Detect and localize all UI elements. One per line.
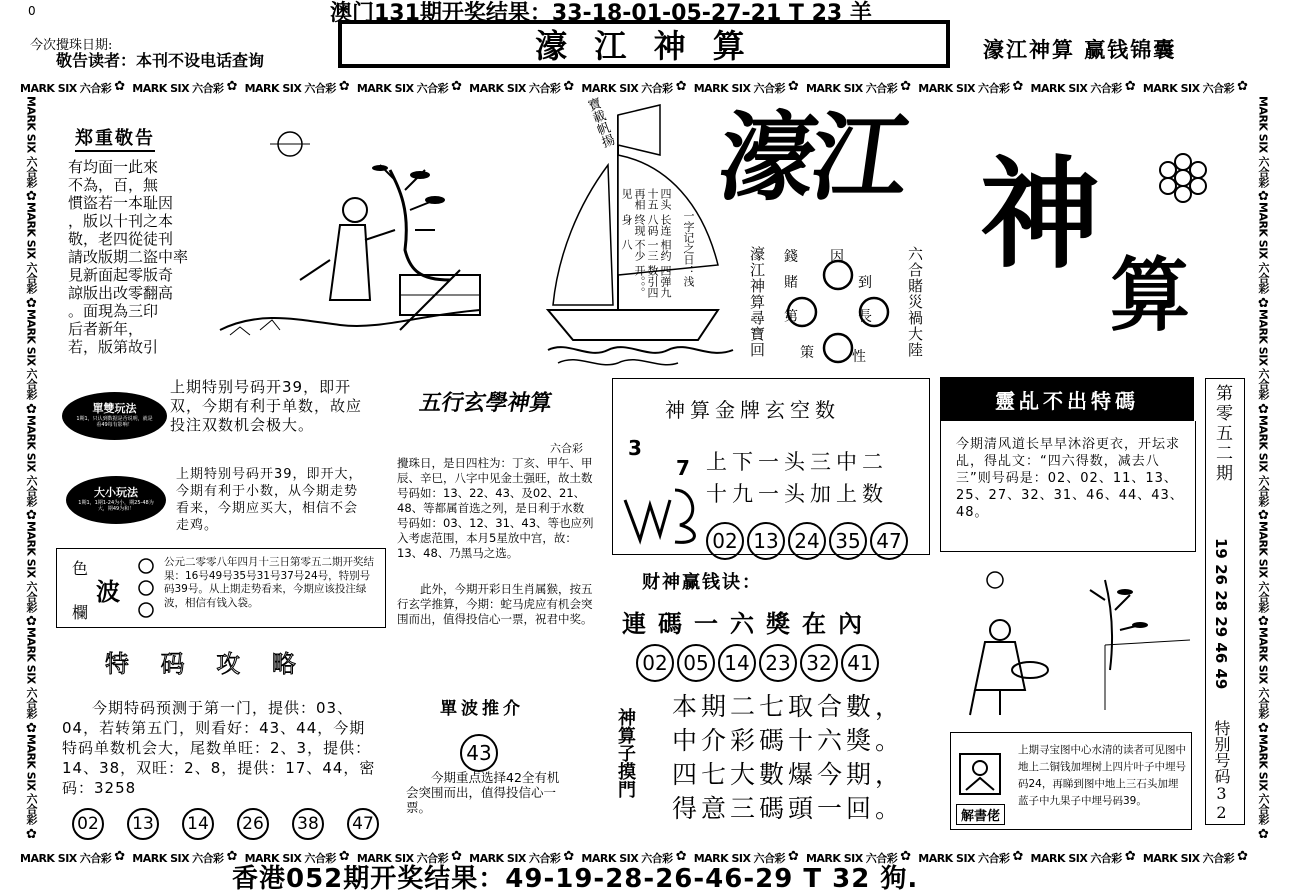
- ring-char: 因: [830, 249, 844, 265]
- border-item: [1031, 80, 1137, 96]
- flower-icon: [1257, 509, 1269, 521]
- border-item: [23, 521, 39, 627]
- border-item-cn: 六合彩: [1202, 82, 1235, 95]
- border-item: [20, 80, 126, 96]
- border-item-cn: 六合彩: [25, 155, 38, 188]
- top-border-strip: [20, 80, 1278, 96]
- flower-icon: [114, 82, 126, 94]
- border-item-marksix: MARK SIX: [24, 414, 38, 472]
- border-item-cn: 六合彩: [641, 82, 673, 95]
- border-item-marksix: MARK SIX: [1256, 96, 1270, 153]
- border-item: [23, 627, 39, 733]
- notice-line: 諒版出改零翻高: [68, 284, 174, 302]
- danshuang-oval-title: 單雙玩法: [92, 402, 137, 415]
- number-ball: 47: [870, 522, 908, 560]
- xuankong-line2: 十九一头加上数: [706, 482, 888, 506]
- ring-char: 賭: [784, 275, 798, 291]
- sebo-char-1: 色: [72, 559, 89, 578]
- verse-left: 濠江神算尋寶回: [748, 246, 766, 358]
- border-item-marksix: MARK SIX: [132, 851, 190, 865]
- flower-icon: [1237, 852, 1249, 864]
- xuankong-hand2: 7: [676, 456, 690, 480]
- poem-line: 本期二七取合數，: [672, 692, 905, 721]
- sail-line: 长连八码终现身: [620, 213, 672, 236]
- border-item-marksix: MARK SIX: [24, 202, 38, 260]
- border-item-cn: 六合彩: [1257, 474, 1270, 507]
- ring-char: 策: [800, 345, 814, 361]
- sebo-text: 公元二零零八年四月十三日第零五二期开奖结果：16号49号35号31号37号24号，特别号码39号。从上期走势看来，今期应该投注绿波，相信有钱入袋。: [164, 556, 374, 609]
- border-item: [357, 80, 463, 96]
- danshuang-oval-sub: 1期1，只认到数据是否说明，就是看49每有影响！: [76, 416, 153, 428]
- daxiao-oval-title: 大小玩法: [94, 486, 138, 499]
- boat-flag-text: 寶載帆揚: [583, 96, 616, 150]
- border-item-marksix: MARK SIX: [1142, 81, 1200, 95]
- border-item-marksix: MARK SIX: [581, 851, 639, 865]
- daxiao-oval: [66, 476, 166, 524]
- border-item-marksix: MARK SIX: [356, 851, 414, 865]
- flower-icon: [676, 82, 688, 94]
- border-item-cn: 六合彩: [1257, 262, 1270, 294]
- daxiao-oval-sub: 1期1，1期1-24为小，期25-48为大，期49为和！: [78, 500, 154, 512]
- border-item-cn: 六合彩: [753, 82, 785, 95]
- flower-icon: [1257, 722, 1269, 734]
- danshuang-oval: [62, 392, 167, 440]
- sebo-char-3: 欄: [72, 603, 89, 622]
- border-item-cn: 六合彩: [865, 82, 898, 95]
- border-item-marksix: MARK SIX: [20, 851, 77, 865]
- border-item: [132, 850, 238, 866]
- border-item-marksix: MARK SIX: [244, 851, 302, 865]
- border-item-cn: 六合彩: [1090, 82, 1122, 95]
- number-ball: 41: [841, 644, 879, 682]
- border-item-cn: 六合彩: [1090, 852, 1122, 865]
- macau-result-headline: 澳门131期开奖结果：33-18-01-05-27-21 T 23 羊: [330, 1, 872, 26]
- flower-icon: [25, 509, 37, 521]
- border-item-cn: 六合彩: [978, 852, 1010, 865]
- number-ball: 32: [800, 644, 838, 682]
- flower-icon: [1257, 615, 1269, 627]
- border-item: [694, 80, 800, 96]
- border-item: [918, 850, 1024, 866]
- border-item-marksix: MARK SIX: [1142, 851, 1200, 865]
- border-item-cn: 六合彩: [25, 687, 38, 719]
- number-ball: 05: [677, 644, 715, 682]
- border-item-cn: 六合彩: [25, 793, 38, 825]
- notice-line: 請改版期二盜中率: [68, 248, 189, 266]
- border-item-marksix: MARK SIX: [132, 81, 190, 95]
- border-item-cn: 六合彩: [1257, 687, 1270, 719]
- notice-line: 敬，老四從徒刊: [68, 230, 174, 248]
- ring-char: 性: [852, 349, 866, 365]
- border-item-cn: 六合彩: [641, 852, 673, 865]
- xuankong-title: 神算金牌玄空数: [665, 398, 840, 422]
- border-item-marksix: MARK SIX: [356, 81, 414, 95]
- border-item-marksix: MARK SIX: [24, 733, 38, 791]
- border-item-marksix: MARK SIX: [1256, 414, 1270, 472]
- book-reader-icon: [958, 752, 1002, 796]
- verse-right: 六合賭災禍大陸: [906, 246, 924, 358]
- border-item-cn: 六合彩: [304, 82, 336, 95]
- border-item-marksix: MARK SIX: [1030, 81, 1088, 95]
- number-ball: 13: [127, 808, 159, 840]
- lingqian-title: 靈乩不出特碼: [940, 377, 1194, 421]
- border-item-marksix: MARK SIX: [1256, 308, 1270, 366]
- right-slogan: 濠江神算 赢钱锦囊: [983, 37, 1177, 62]
- flower-icon: [25, 190, 37, 202]
- sail-line: 相约一三不少八: [620, 239, 672, 262]
- caishen-line: 連碼一六獎在內: [622, 609, 874, 638]
- flower-icon: [339, 82, 351, 94]
- flower-icon: [25, 828, 37, 840]
- number-ball: 47: [347, 808, 379, 840]
- notice-body: [68, 158, 208, 356]
- border-item-cn: 六合彩: [978, 82, 1010, 95]
- border-item: [23, 96, 39, 202]
- border-item-marksix: MARK SIX: [581, 81, 639, 95]
- border-item-cn: 六合彩: [1202, 852, 1235, 865]
- qishu-label: 第零五二期: [1212, 384, 1232, 484]
- ring-char: 第: [784, 309, 798, 325]
- border-item: [23, 309, 39, 415]
- border-item-cn: 六合彩: [416, 82, 449, 95]
- border-item: [1143, 850, 1249, 866]
- ring-char: 到: [858, 275, 872, 291]
- border-item-marksix: MARK SIX: [1030, 851, 1088, 865]
- sail-line: 四头十五再相见: [620, 188, 672, 210]
- flower-icon: [451, 82, 463, 94]
- flower-icon: [1013, 852, 1025, 864]
- ring-char: 錢: [784, 249, 798, 265]
- temagonglue-text: 今期特码预测于第一门，提供：03、04，若转第五门，则看好：43、44，今期特码单数机会大，尾数单旺：2、3，提供：14、38，双旺：2、8，提供：17、44，密码：3258: [62, 699, 376, 797]
- notice-line: 。面現為三印: [68, 302, 159, 320]
- border-item-cn: 六合彩: [865, 852, 898, 865]
- ring-char: 長: [858, 309, 872, 325]
- border-item: [581, 80, 687, 96]
- flower-icon: [1237, 82, 1249, 94]
- number-ball: 02: [72, 808, 104, 840]
- number-ball: 02: [706, 522, 744, 560]
- border-item: [132, 80, 238, 96]
- qishu-tema: 特别号码32: [1212, 720, 1231, 822]
- border-item-marksix: MARK SIX: [244, 81, 302, 95]
- border-item-marksix: MARK SIX: [20, 81, 77, 95]
- border-item-marksix: MARK SIX: [1256, 202, 1270, 260]
- border-item-marksix: MARK SIX: [469, 851, 526, 865]
- border-item: [1255, 415, 1271, 521]
- border-item: [806, 80, 912, 96]
- number-ball: 14: [718, 644, 756, 682]
- flower-icon: [1125, 852, 1137, 864]
- danbo-text: 今期重点选择42全有机会突围而出，值得投信心一票。: [406, 770, 560, 815]
- border-item: [1143, 80, 1249, 96]
- border-item-cn: 六合彩: [1257, 580, 1270, 613]
- border-item-cn: 六合彩: [79, 852, 112, 865]
- border-item-cn: 六合彩: [1257, 793, 1270, 825]
- border-item: [1255, 202, 1271, 308]
- border-item: [23, 734, 39, 840]
- flower-icon: [25, 297, 37, 309]
- notice-line: 有均面一此來: [68, 158, 159, 176]
- border-item-cn: 六合彩: [192, 82, 224, 95]
- flower-icon: [1125, 82, 1137, 94]
- border-item-marksix: MARK SIX: [1256, 627, 1270, 685]
- number-ball: 35: [829, 522, 867, 560]
- border-item-marksix: MARK SIX: [24, 627, 38, 685]
- flower-icon: [25, 722, 37, 734]
- border-item-marksix: MARK SIX: [805, 851, 863, 865]
- number-ball: 24: [788, 522, 826, 560]
- border-item-cn: 六合彩: [528, 852, 561, 865]
- flower-icon: [1257, 403, 1269, 415]
- border-item-cn: 六合彩: [25, 580, 38, 613]
- flower-icon: [1257, 828, 1269, 840]
- border-item-cn: 六合彩: [25, 474, 38, 507]
- border-item: [1255, 734, 1271, 840]
- sebo-circles-icon: [136, 556, 156, 622]
- border-item: [1255, 521, 1271, 627]
- border-item: [1031, 850, 1137, 866]
- lingqian-text: 今期清风道长早早沐浴更衣，开坛求乩，得乩文：“四六得数，减去八三”则号码是：02、02、11、13、25、27、32、31、46、44、43、48。: [956, 437, 1184, 520]
- flower-icon: [1257, 190, 1269, 202]
- boat-side-text: 一字记之日：浅: [682, 210, 695, 287]
- big-title-haojiang: 濠江: [712, 101, 913, 214]
- temagonglue-title: 特 码 攻 略: [105, 650, 308, 678]
- flower-icon: [114, 852, 126, 864]
- number-ball: 26: [237, 808, 269, 840]
- border-item-cn: 六合彩: [25, 368, 38, 400]
- poem-line: 得意三碼頭一回。: [672, 794, 905, 823]
- flower-icon: [900, 82, 912, 94]
- border-item-cn: 六合彩: [753, 852, 785, 865]
- border-item: [1255, 309, 1271, 415]
- wuxing-title: 五行玄學神算: [417, 390, 555, 416]
- temagonglue-numbers: [72, 808, 382, 840]
- border-item-cn: 六合彩: [528, 82, 561, 95]
- notice-title: 郑重敬告: [75, 124, 155, 152]
- border-item-marksix: MARK SIX: [24, 308, 38, 366]
- xuankong-line1: 上下一头三中二: [706, 450, 888, 474]
- right-border-strip: [1258, 96, 1274, 848]
- border-item-cn: 六合彩: [192, 852, 224, 865]
- poem-side-label: 神算子摸門: [615, 708, 636, 798]
- border-item: [23, 202, 39, 308]
- danshuang-text: 上期特别号码开39，即开双，今期有利于单数，故应投注双数机会极大。: [170, 378, 363, 434]
- border-item: [23, 415, 39, 521]
- page-corner-mark: 0: [28, 4, 36, 18]
- border-item-cn: 六合彩: [79, 82, 112, 95]
- handwriting-scribble: [620, 480, 710, 550]
- wuxing-tag: 六合彩: [550, 442, 583, 455]
- flower-icon: [788, 82, 800, 94]
- daxiao-text: 上期特别号码开39，即开大，今期有利于小数，从今期走势看来，今期应买大，相信不会走鸡。: [176, 467, 363, 533]
- flower-icon: [563, 82, 575, 94]
- xuankong-numbers: [706, 522, 911, 560]
- poem-body: [672, 690, 904, 826]
- border-item-marksix: MARK SIX: [693, 81, 751, 95]
- number-ball: 23: [759, 644, 797, 682]
- border-item-marksix: MARK SIX: [24, 96, 38, 153]
- border-item: [20, 850, 126, 866]
- qishu-numbers: 19 26 28 29 46 49: [1212, 538, 1230, 690]
- big-title-suan: 算: [1110, 248, 1190, 342]
- border-item-marksix: MARK SIX: [918, 851, 976, 865]
- border-item-marksix: MARK SIX: [693, 851, 751, 865]
- wuxing-para2: 此外，今期开彩日生肖属猴，按五行玄学推算，今期：蛇马虎应有机会突围而出，值得投信心一票，祝君中奖。: [397, 582, 593, 626]
- notice-line: 后者新年，: [68, 320, 144, 338]
- flower-icon: [25, 615, 37, 627]
- flower-icon: [1257, 297, 1269, 309]
- masthead-title: 濠 江 神 算: [338, 20, 950, 68]
- notice-line: 慣盜若一本耻因: [68, 194, 174, 212]
- xuankong-hand1: 3: [628, 436, 642, 460]
- border-item: [1255, 96, 1271, 202]
- border-item-cn: 六合彩: [1257, 368, 1270, 400]
- sebo-char-2: 波: [96, 577, 120, 606]
- border-item: [245, 80, 351, 96]
- number-ball: 13: [747, 522, 785, 560]
- border-item: [918, 80, 1024, 96]
- flower-icon: [1013, 82, 1025, 94]
- notice-line: 不為，百，無: [68, 176, 159, 194]
- caishen-title: 财神赢钱诀：: [642, 572, 762, 593]
- caishen-numbers: [636, 644, 882, 682]
- border-item-cn: 六合彩: [25, 262, 38, 294]
- border-item-cn: 六合彩: [416, 852, 449, 865]
- wuxing-para1: 攪珠日，是日四柱为：丁亥、甲午、甲辰、辛巳，八字中见金土强旺，故土数号码如：13、22、43、及02、21、48、等都属首选之列，是日利于水数号码如：03、12、31、43、等也应列入考虑范围，本月5星放中宫，故：13、48、乃黑马之选。: [397, 456, 594, 560]
- hongkong-result-headline: 香港052期开奖结果：49-19-28-26-46-29 T 32 狗.: [232, 864, 919, 894]
- notice-line: ，版以十刊之本: [68, 212, 174, 230]
- danbo-title: 單波推介: [440, 699, 524, 719]
- border-item: [469, 80, 575, 96]
- border-item-marksix: MARK SIX: [918, 81, 976, 95]
- border-item-marksix: MARK SIX: [24, 521, 38, 578]
- number-ball: 38: [292, 808, 324, 840]
- border-item-marksix: MARK SIX: [1256, 521, 1270, 578]
- number-ball: 14: [182, 808, 214, 840]
- farmer-illustration: [955, 570, 1195, 720]
- reader-notice: 敬告读者：本刊不设电话查询: [56, 51, 265, 70]
- left-border-strip: [26, 96, 42, 848]
- border-item-cn: 六合彩: [304, 852, 336, 865]
- jieshu-text: 上期寻宝图中心水清的读者可见图中地上二铜钱加埋树上四片叶子中埋号码24，再睇到图中地上三石头加埋蓝子中九果子中埋号码39。: [1018, 744, 1186, 807]
- flower-icon: [25, 403, 37, 415]
- poem-line: 四七大數爆今期，: [672, 760, 905, 789]
- draw-date-label: 今次攪珠日期:: [30, 38, 113, 53]
- sail-verse: [620, 188, 672, 298]
- notice-line: 若，版第故引: [68, 338, 159, 356]
- big-title-shen: 神: [980, 144, 1100, 285]
- border-item: [1255, 627, 1271, 733]
- danbo-number: 43: [460, 734, 498, 772]
- sail-line: 四弹九数引四开。。。: [633, 265, 672, 299]
- border-item-marksix: MARK SIX: [1256, 733, 1270, 791]
- border-item-marksix: MARK SIX: [469, 81, 526, 95]
- flower-icon: [227, 82, 239, 94]
- number-ball: 02: [636, 644, 674, 682]
- scholar-illustration: [220, 130, 520, 350]
- ring-characters: [780, 246, 900, 366]
- border-item-marksix: MARK SIX: [805, 81, 863, 95]
- flower-logo-icon: [1155, 150, 1211, 206]
- jieshu-label: 解書佬: [956, 804, 1005, 825]
- border-item-cn: 六合彩: [1257, 155, 1270, 188]
- notice-line: 見新面起零版奇: [68, 266, 174, 284]
- poem-line: 中介彩碼十六獎。: [672, 726, 905, 755]
